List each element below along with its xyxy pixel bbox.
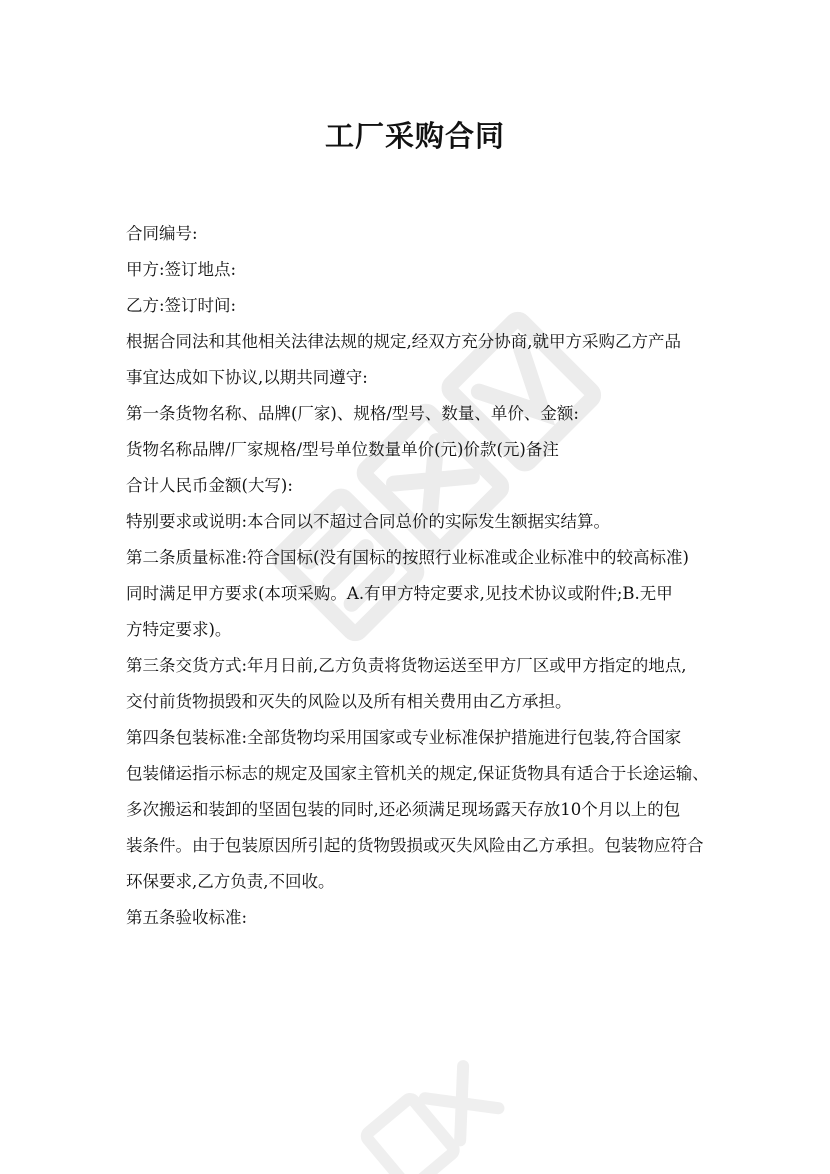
article-4-line: 第四条包装标准:全部货物均采用国家或专业标准保护措施进行包装,符合国家 (126, 728, 682, 747)
total-amount-line: 合计人民币金额(大写): (126, 476, 293, 495)
article-2-line: 第二条质量标准:符合国标(没有国标的按照行业标准或企业标准中的较高标准) (126, 548, 689, 567)
article-2-line: 同时满足甲方要求(本项采购。A.有甲方特定要求,见技术协议或附件;B.无甲 (126, 584, 673, 603)
article-1-heading: 第一条货物名称、品牌(厂家)、规格/型号、数量、单价、金额: (126, 404, 579, 423)
watermark-bottom-icon (330, 1060, 530, 1174)
article-4-line: 多次搬运和装卸的坚固包装的同时,还必须满足现场露天存放10个月以上的包 (126, 800, 681, 819)
contract-body (126, 216, 716, 936)
article-4-line: 包装储运指示标志的规定及国家主管机关的规定,保证货物具有适合于长途运输、 (126, 764, 709, 783)
goods-table-header-line: 货物名称品牌/厂家规格/型号单位数量单价(元)价款(元)备注 (126, 440, 559, 459)
article-3-line: 交付前货物损毁和灭失的风险以及所有相关费用由乙方承担。 (126, 692, 572, 711)
preamble-line: 事宜达成如下协议,以期共同遵守: (126, 368, 368, 387)
party-a-line: 甲方:签订地点: (126, 260, 237, 279)
article-4-line: 装条件。由于包装原因所引起的货物毁损或灭失风险由乙方承担。包装物应符合 (126, 836, 704, 855)
contract-number-line: 合同编号: (126, 224, 198, 243)
preamble-line: 根据合同法和其他相关法律法规的规定,经双方充分协商,就甲方采购乙方产品 (126, 332, 681, 351)
document-title: 工厂采购合同 (324, 119, 505, 153)
article-5-heading: 第五条验收标准: (126, 908, 248, 927)
party-b-line: 乙方:签订时间: (126, 296, 237, 315)
article-3-line: 第三条交货方式:年月日前,乙方负责将货物运送至甲方厂区或甲方指定的地点, (126, 656, 687, 675)
special-requirements-line: 特别要求或说明:本合同以不超过合同总价的实际发生额据实结算。 (126, 512, 611, 531)
article-2-line: 方特定要求)。 (126, 620, 232, 639)
article-4-line: 环保要求,乙方负责,不回收。 (126, 872, 335, 891)
